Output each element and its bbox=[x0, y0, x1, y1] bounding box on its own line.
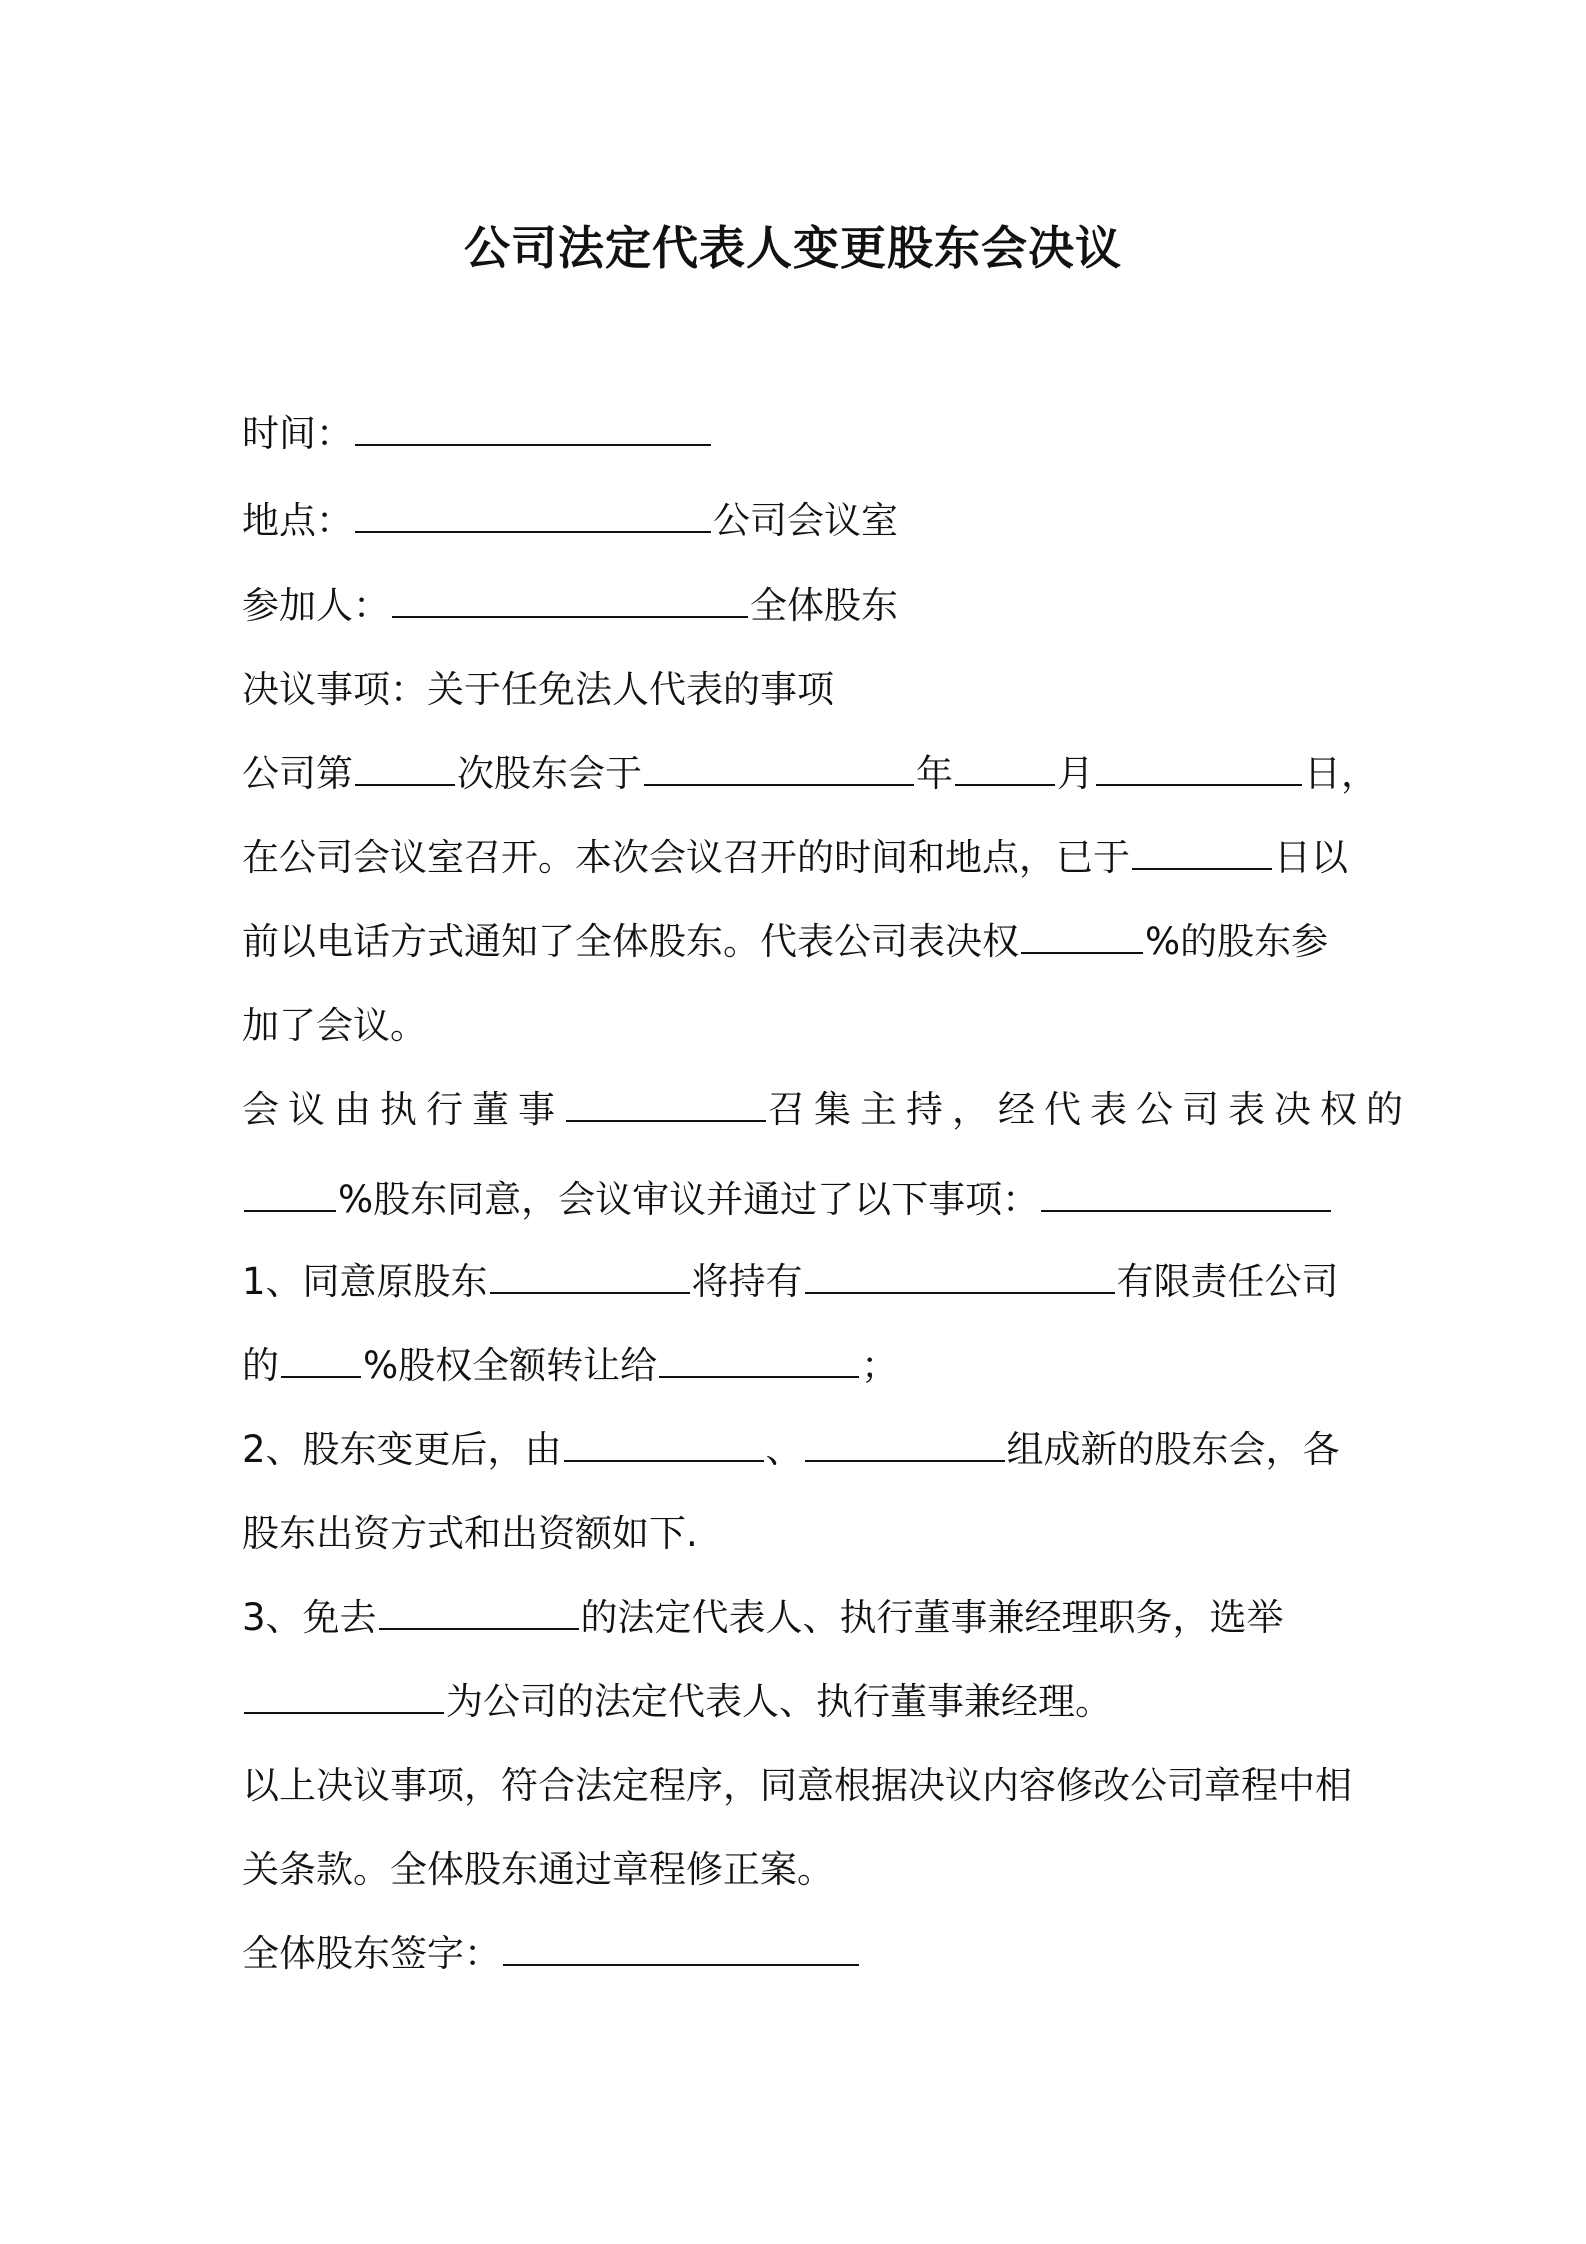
day-blank[interactable] bbox=[1096, 748, 1302, 786]
text-segment: 在公司会议室召开。本次会议召开的时间和地点，已于 bbox=[242, 836, 1130, 879]
item1-line1 bbox=[242, 1256, 1339, 1308]
signature-blank[interactable] bbox=[503, 1928, 859, 1966]
year-blank[interactable] bbox=[644, 748, 914, 786]
text-segment: 组成新的股东会，各 bbox=[1006, 1428, 1340, 1471]
text-segment: 会议由执行董事 bbox=[242, 1088, 564, 1131]
text-segment: 2、股东变更后，由 bbox=[242, 1428, 562, 1471]
text-segment: %的股东参 bbox=[1145, 920, 1329, 963]
conclusion-line2 bbox=[242, 1844, 834, 1896]
paragraph1-line1 bbox=[242, 748, 1378, 800]
transferee-blank[interactable] bbox=[659, 1340, 859, 1378]
matter-text: 关于任免法人代表的事项 bbox=[427, 668, 834, 711]
item3-line1 bbox=[242, 1592, 1284, 1644]
text-segment: 3、免去 bbox=[242, 1596, 377, 1639]
elected-person-blank[interactable] bbox=[244, 1676, 444, 1714]
text-segment: 日以 bbox=[1274, 836, 1348, 879]
text-segment: 公司第 bbox=[242, 752, 353, 795]
text-segment: 次股东会于 bbox=[457, 752, 642, 795]
new-shareholder-2-blank[interactable] bbox=[805, 1424, 1005, 1462]
text-segment: 关条款。全体股东通过章程修正案。 bbox=[242, 1848, 834, 1891]
matter-label: 决议事项： bbox=[242, 668, 427, 711]
time-blank[interactable] bbox=[355, 408, 711, 446]
text-segment: ； bbox=[861, 1344, 899, 1387]
attendees-field-line bbox=[242, 580, 898, 632]
item2-line2 bbox=[242, 1508, 698, 1560]
text-segment: 以上决议事项，符合法定程序，同意根据决议内容修改公司章程中相 bbox=[242, 1764, 1352, 1807]
signature-line bbox=[242, 1928, 861, 1980]
executive-director-blank[interactable] bbox=[566, 1084, 766, 1122]
month-blank[interactable] bbox=[955, 748, 1055, 786]
original-shareholder-blank[interactable] bbox=[490, 1256, 690, 1294]
attendees-blank[interactable] bbox=[392, 580, 748, 618]
text-segment: 月 bbox=[1057, 752, 1094, 795]
place-field-line bbox=[242, 495, 898, 547]
time-field-line bbox=[242, 408, 713, 460]
paragraph1-line4 bbox=[242, 1000, 427, 1052]
place-suffix: 公司会议室 bbox=[713, 499, 898, 542]
removed-person-blank[interactable] bbox=[379, 1592, 579, 1630]
text-segment: 年 bbox=[916, 752, 953, 795]
text-segment: %股权全额转让给 bbox=[363, 1344, 658, 1387]
text-segment: 、 bbox=[765, 1428, 803, 1471]
text-segment: 前以电话方式通知了全体股东。代表公司表决权 bbox=[242, 920, 1019, 963]
time-label: 时间： bbox=[242, 412, 353, 455]
agree-percent-blank[interactable] bbox=[244, 1174, 336, 1212]
place-blank[interactable] bbox=[355, 495, 711, 533]
text-segment: 召集主持，经代表公司表决权的 bbox=[768, 1088, 1412, 1131]
matters-blank[interactable] bbox=[1041, 1174, 1331, 1212]
signature-label: 全体股东签字： bbox=[242, 1932, 501, 1975]
item1-line2 bbox=[242, 1340, 898, 1392]
text-segment: 有限责任公司 bbox=[1116, 1260, 1339, 1303]
equity-percent-blank[interactable] bbox=[281, 1340, 361, 1378]
text-segment: %股东同意，会议审议并通过了以下事项： bbox=[338, 1178, 1040, 1221]
meeting-number-blank[interactable] bbox=[355, 748, 455, 786]
text-segment: 为公司的法定代表人、执行董事兼经理。 bbox=[446, 1680, 1112, 1723]
attendees-suffix: 全体股东 bbox=[750, 584, 898, 627]
attendees-label: 参加人： bbox=[242, 584, 390, 627]
paragraph2-line1 bbox=[242, 1084, 1412, 1136]
text-segment: 股东出资方式和出资额如下. bbox=[242, 1512, 698, 1555]
item3-line2 bbox=[242, 1676, 1112, 1728]
paragraph1-line3 bbox=[242, 916, 1328, 968]
new-shareholder-1-blank[interactable] bbox=[564, 1424, 764, 1462]
notice-day-blank[interactable] bbox=[1132, 832, 1272, 870]
text-segment: 1、同意原股东 bbox=[242, 1260, 488, 1303]
place-label: 地点： bbox=[242, 499, 353, 542]
vote-percent-blank[interactable] bbox=[1021, 916, 1143, 954]
matter-line bbox=[242, 664, 834, 716]
conclusion-line1 bbox=[242, 1760, 1352, 1812]
text-segment: 的法定代表人、执行董事兼经理职务，选举 bbox=[580, 1596, 1284, 1639]
text-segment: 将持有 bbox=[691, 1260, 803, 1303]
text-segment: 的 bbox=[242, 1344, 279, 1387]
text-segment: 加了会议。 bbox=[242, 1004, 427, 1047]
paragraph2-line2 bbox=[242, 1174, 1333, 1226]
document-title: 公司法定代表人变更股东会决议 bbox=[464, 221, 1122, 275]
text-segment: 日， bbox=[1304, 752, 1378, 795]
paragraph1-line2 bbox=[242, 832, 1348, 884]
company-name-blank[interactable] bbox=[805, 1256, 1115, 1294]
item2-line1 bbox=[242, 1424, 1340, 1476]
